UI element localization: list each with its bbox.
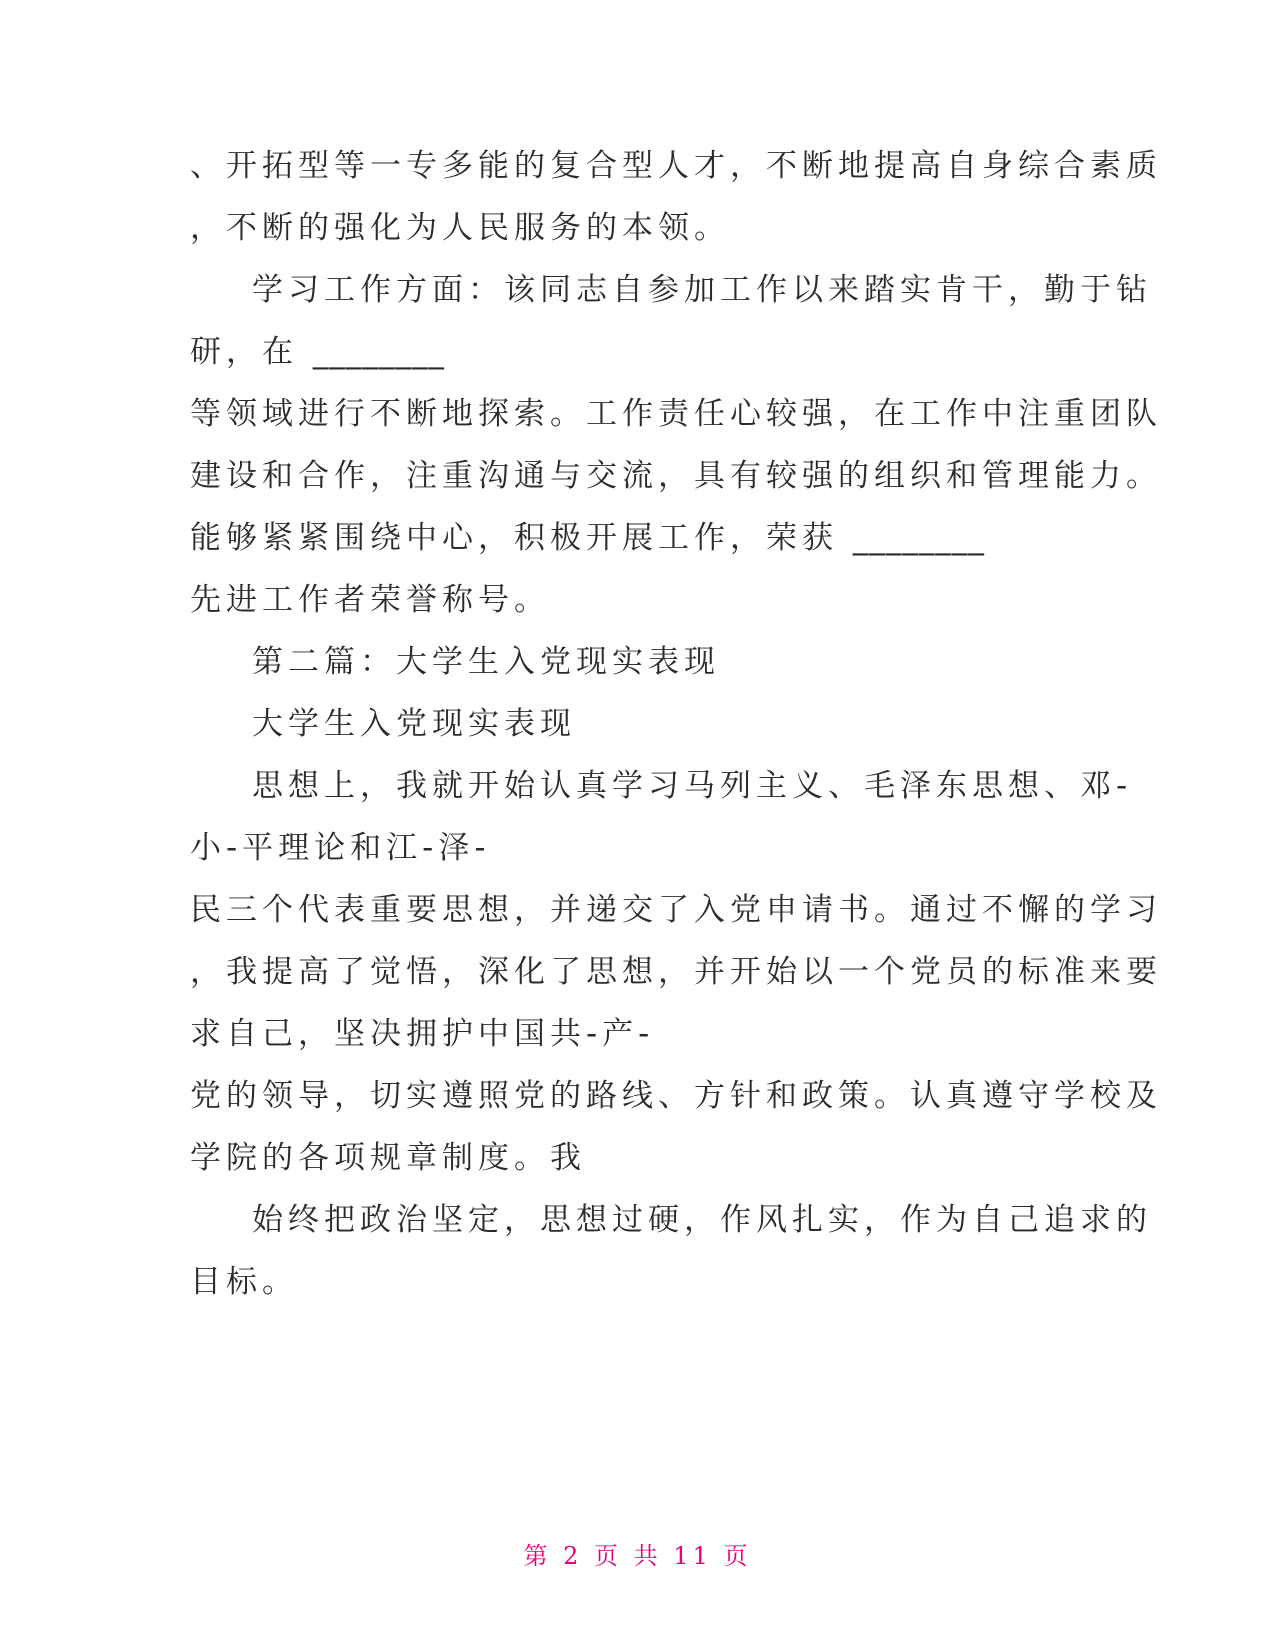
line-text: 能够紧紧围绕中心，积极开展工作，荣获 [190,520,838,556]
paragraph-line: 目标。 [190,1264,298,1300]
paragraph-line: 学习工作方面：该同志自参加工作以来踏实肯干，勤于钻 [252,272,1152,308]
paragraph-line: 党的领导，切实遵照党的路线、方针和政策。认真遵守学校及 [190,1078,1162,1114]
section-subtitle: 大学生入党现实表现 [252,706,576,742]
paragraph-line: 民三个代表重要思想，并递交了入党申请书。通过不懈的学习 [190,892,1162,928]
paragraph-line: 等领域进行不断地探索。工作责任心较强，在工作中注重团队 [190,396,1162,432]
line-text: 研，在 [190,334,298,370]
paragraph-line: 学院的各项规章制度。我 [190,1140,586,1176]
paragraph-line: 先进工作者荣誉称号。 [190,582,550,618]
paragraph-line: 始终把政治坚定，思想过硬，作风扎实，作为自己追求的 [252,1202,1152,1238]
paragraph-line: 求自己，坚决拥护中国共-产- [190,1016,655,1052]
paragraph-line: 、开拓型等一专多能的复合型人才，不断地提高自身综合素质 [190,148,1162,184]
paragraph-line: 思想上，我就开始认真学习马列主义、毛泽东思想、邓- [252,768,1133,804]
paragraph-line: ，不断的强化为人民服务的本领。 [190,210,730,246]
fill-in-blank: ________ [312,334,445,370]
paragraph-line [190,328,1090,376]
page-number-footer: 第 2 页 共 11 页 [523,1542,752,1570]
fill-in-blank: ________ [852,520,985,556]
paragraph-line: 小-平理论和江-泽- [190,830,491,866]
paragraph-line [190,514,1090,562]
paragraph-line: 建设和合作，注重沟通与交流，具有较强的组织和管理能力。 [190,458,1162,494]
paragraph-line: ，我提高了觉悟，深化了思想，并开始以一个党员的标准来要 [190,954,1162,990]
section-heading: 第二篇：大学生入党现实表现 [252,644,720,680]
